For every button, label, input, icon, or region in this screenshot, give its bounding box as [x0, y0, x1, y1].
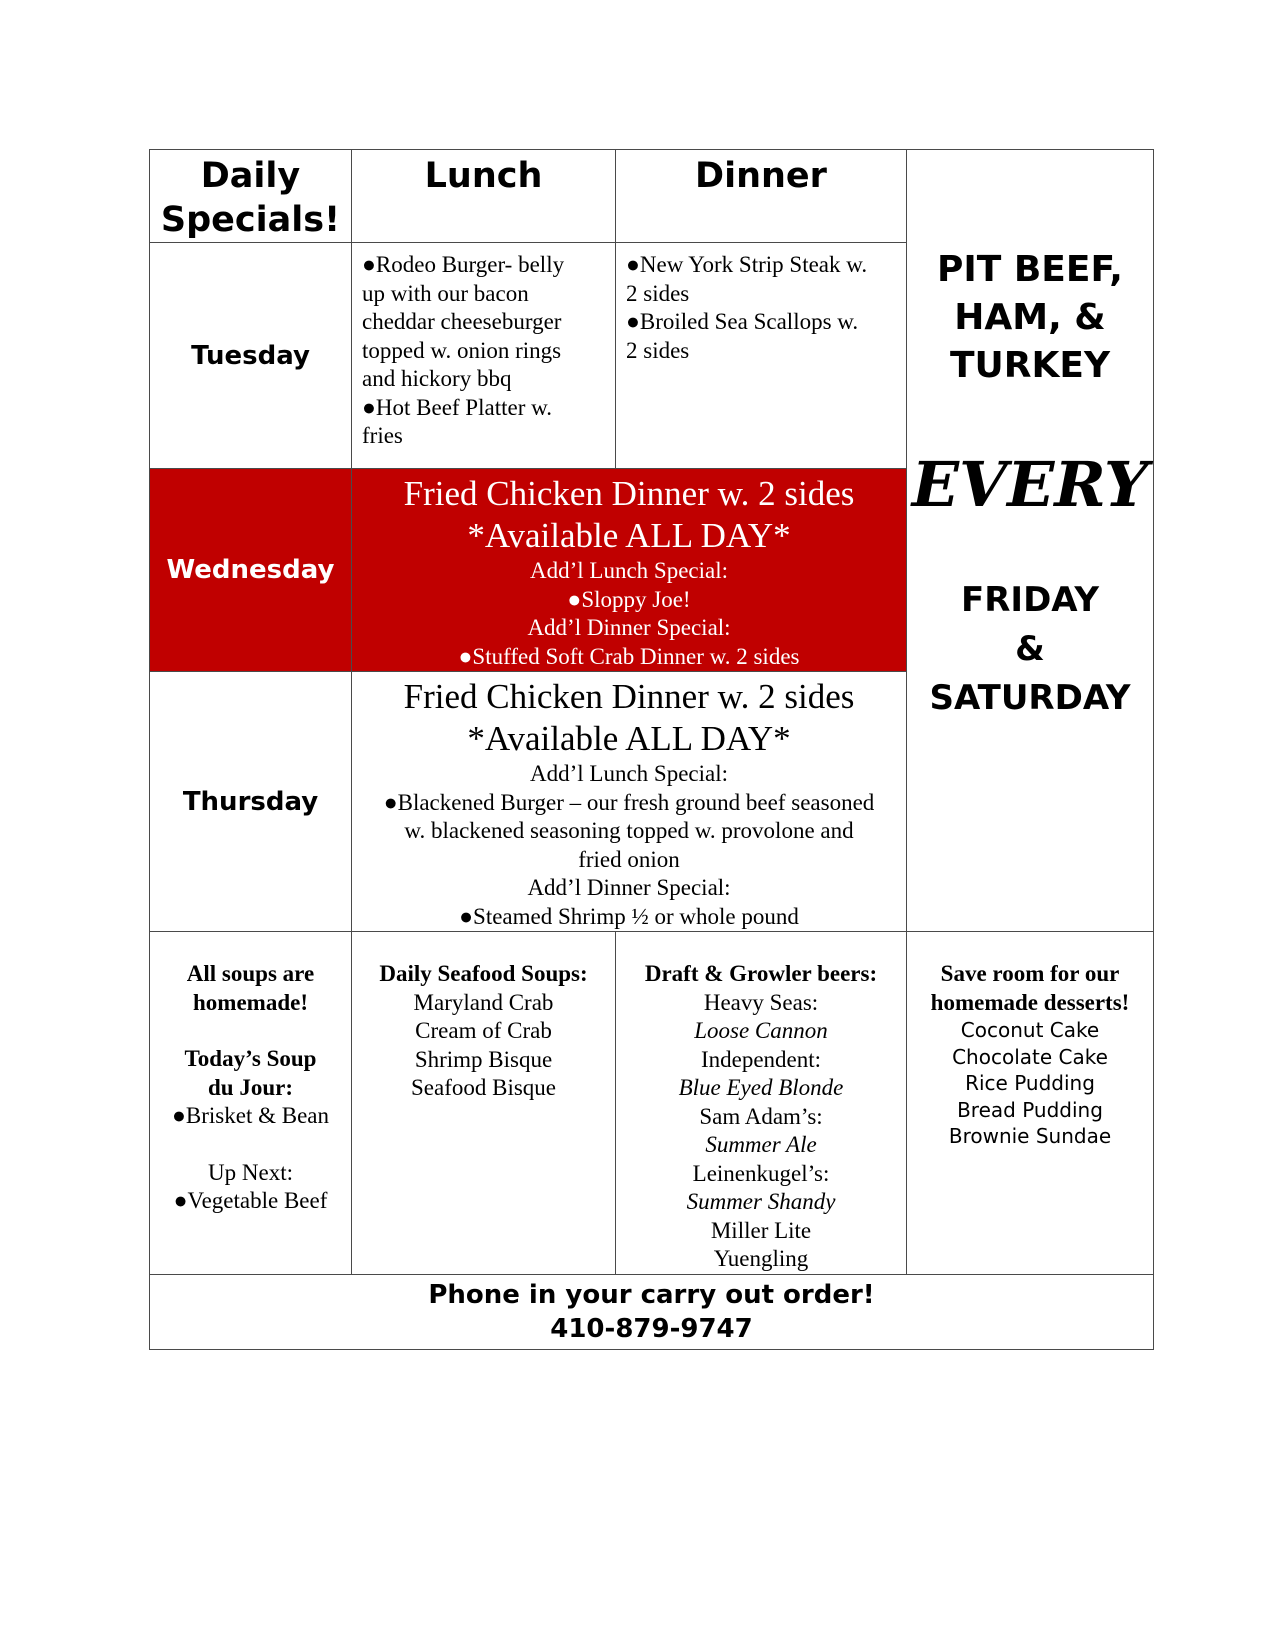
- dinner-header: Dinner: [616, 150, 907, 243]
- tuesday-lunch: ●Rodeo Burger- belly up with our bacon cheddar cheeseburger topped w. onion rings and hickory bbq ●Hot Beef Platter w. fries: [352, 243, 616, 469]
- header-row: [150, 150, 1154, 243]
- list-item: Yuengling: [713, 1246, 809, 1271]
- beers-cell: [616, 932, 907, 1275]
- seafood-soups-cell: [352, 932, 616, 1275]
- soup-of-day-heading: Today’s Soup: [184, 1046, 317, 1071]
- weekend-special-panel: [907, 150, 1154, 932]
- soups-cell: All soups are homemade! Today’s Soup du Jour: ●Brisket & Bean Up Next: ●Vegetable Beef: [150, 932, 352, 1275]
- weekend-days: FRIDAY & SATURDAY: [929, 580, 1131, 718]
- seafood-heading: Daily Seafood Soups:: [379, 961, 588, 986]
- list-item: Cream of Crab: [415, 1018, 552, 1043]
- list-item: Shrimp Bisque: [414, 1046, 553, 1072]
- soup-of-day: ●Brisket & Bean: [172, 1103, 329, 1128]
- desserts-heading: Save room for our: [940, 961, 1120, 986]
- up-next-soup: ●Vegetable Beef: [173, 1188, 328, 1213]
- list-item: Miller Lite: [710, 1217, 812, 1243]
- phone-number: 410-879-9747: [550, 1314, 753, 1344]
- list-item: Loose Cannon: [694, 1018, 828, 1043]
- weekend-meats: PIT BEEF, HAM, & TURKEY: [937, 249, 1123, 386]
- carry-out-footer: [150, 1275, 1154, 1350]
- list-item: Independent:: [700, 1046, 822, 1072]
- list-item: Chocolate Cake: [952, 1044, 1108, 1069]
- desserts-cell: Save room for our homemade desserts! Coconut Cake Chocolate Cake Rice Pudding Bread Pudding Brownie Sundae: [907, 932, 1154, 1275]
- tuesday-label: Tuesday: [150, 243, 352, 469]
- wednesday-specials: Fried Chicken Dinner w. 2 sides *Available ALL DAY* Add’l Lunch Special: ●Sloppy Joe! Add’l Dinner Special: ●Stuffed Soft Crab Dinner w. 2 sides: [352, 469, 907, 672]
- every-label: EVERY: [911, 448, 1149, 521]
- list-item: Rice Pudding: [965, 1071, 1095, 1095]
- list-item: Leinenkugel’s:: [692, 1160, 830, 1186]
- list-item: Coconut Cake: [960, 1018, 1100, 1042]
- soups-heading: All soups are: [186, 961, 315, 986]
- wednesday-label: Wednesday: [150, 469, 352, 672]
- tuesday-dinner: ●New York Strip Steak w. 2 sides ●Broiled Sea Scallops w. 2 sides: [616, 243, 907, 469]
- list-item: Sam Adam’s:: [699, 1103, 823, 1129]
- thursday-specials: Fried Chicken Dinner w. 2 sides *Available ALL DAY* Add’l Lunch Special: ●Blackened Burger – our fresh ground beef seasoned w. blackened seasoning topped w. provolone and fried onion Add’l Dinner Special: ●Steamed Shrimp ½ or whole pound: [352, 672, 907, 932]
- footer-row: [150, 1275, 1154, 1350]
- carry-out-text: Phone in your carry out order!: [428, 1280, 875, 1310]
- list-item: Brownie Sundae: [948, 1124, 1112, 1148]
- lunch-header: Lunch: [352, 150, 616, 243]
- list-item: Heavy Seas:: [703, 989, 819, 1015]
- list-item: Maryland Crab: [413, 989, 554, 1015]
- specials-menu-table: [149, 149, 1154, 1350]
- extras-row: [150, 932, 1154, 1275]
- list-item: Summer Shandy: [686, 1189, 836, 1214]
- beers-heading: Draft & Growler beers:: [644, 961, 878, 986]
- list-item: Seafood Bisque: [410, 1075, 556, 1100]
- list-item: Bread Pudding: [957, 1097, 1103, 1122]
- list-item: Summer Ale: [705, 1132, 817, 1157]
- thursday-label: Thursday: [150, 672, 352, 932]
- up-next-label: Up Next:: [208, 1159, 293, 1185]
- daily-specials-header: Daily Specials!: [150, 150, 352, 243]
- list-item: Blue Eyed Blonde: [678, 1075, 844, 1100]
